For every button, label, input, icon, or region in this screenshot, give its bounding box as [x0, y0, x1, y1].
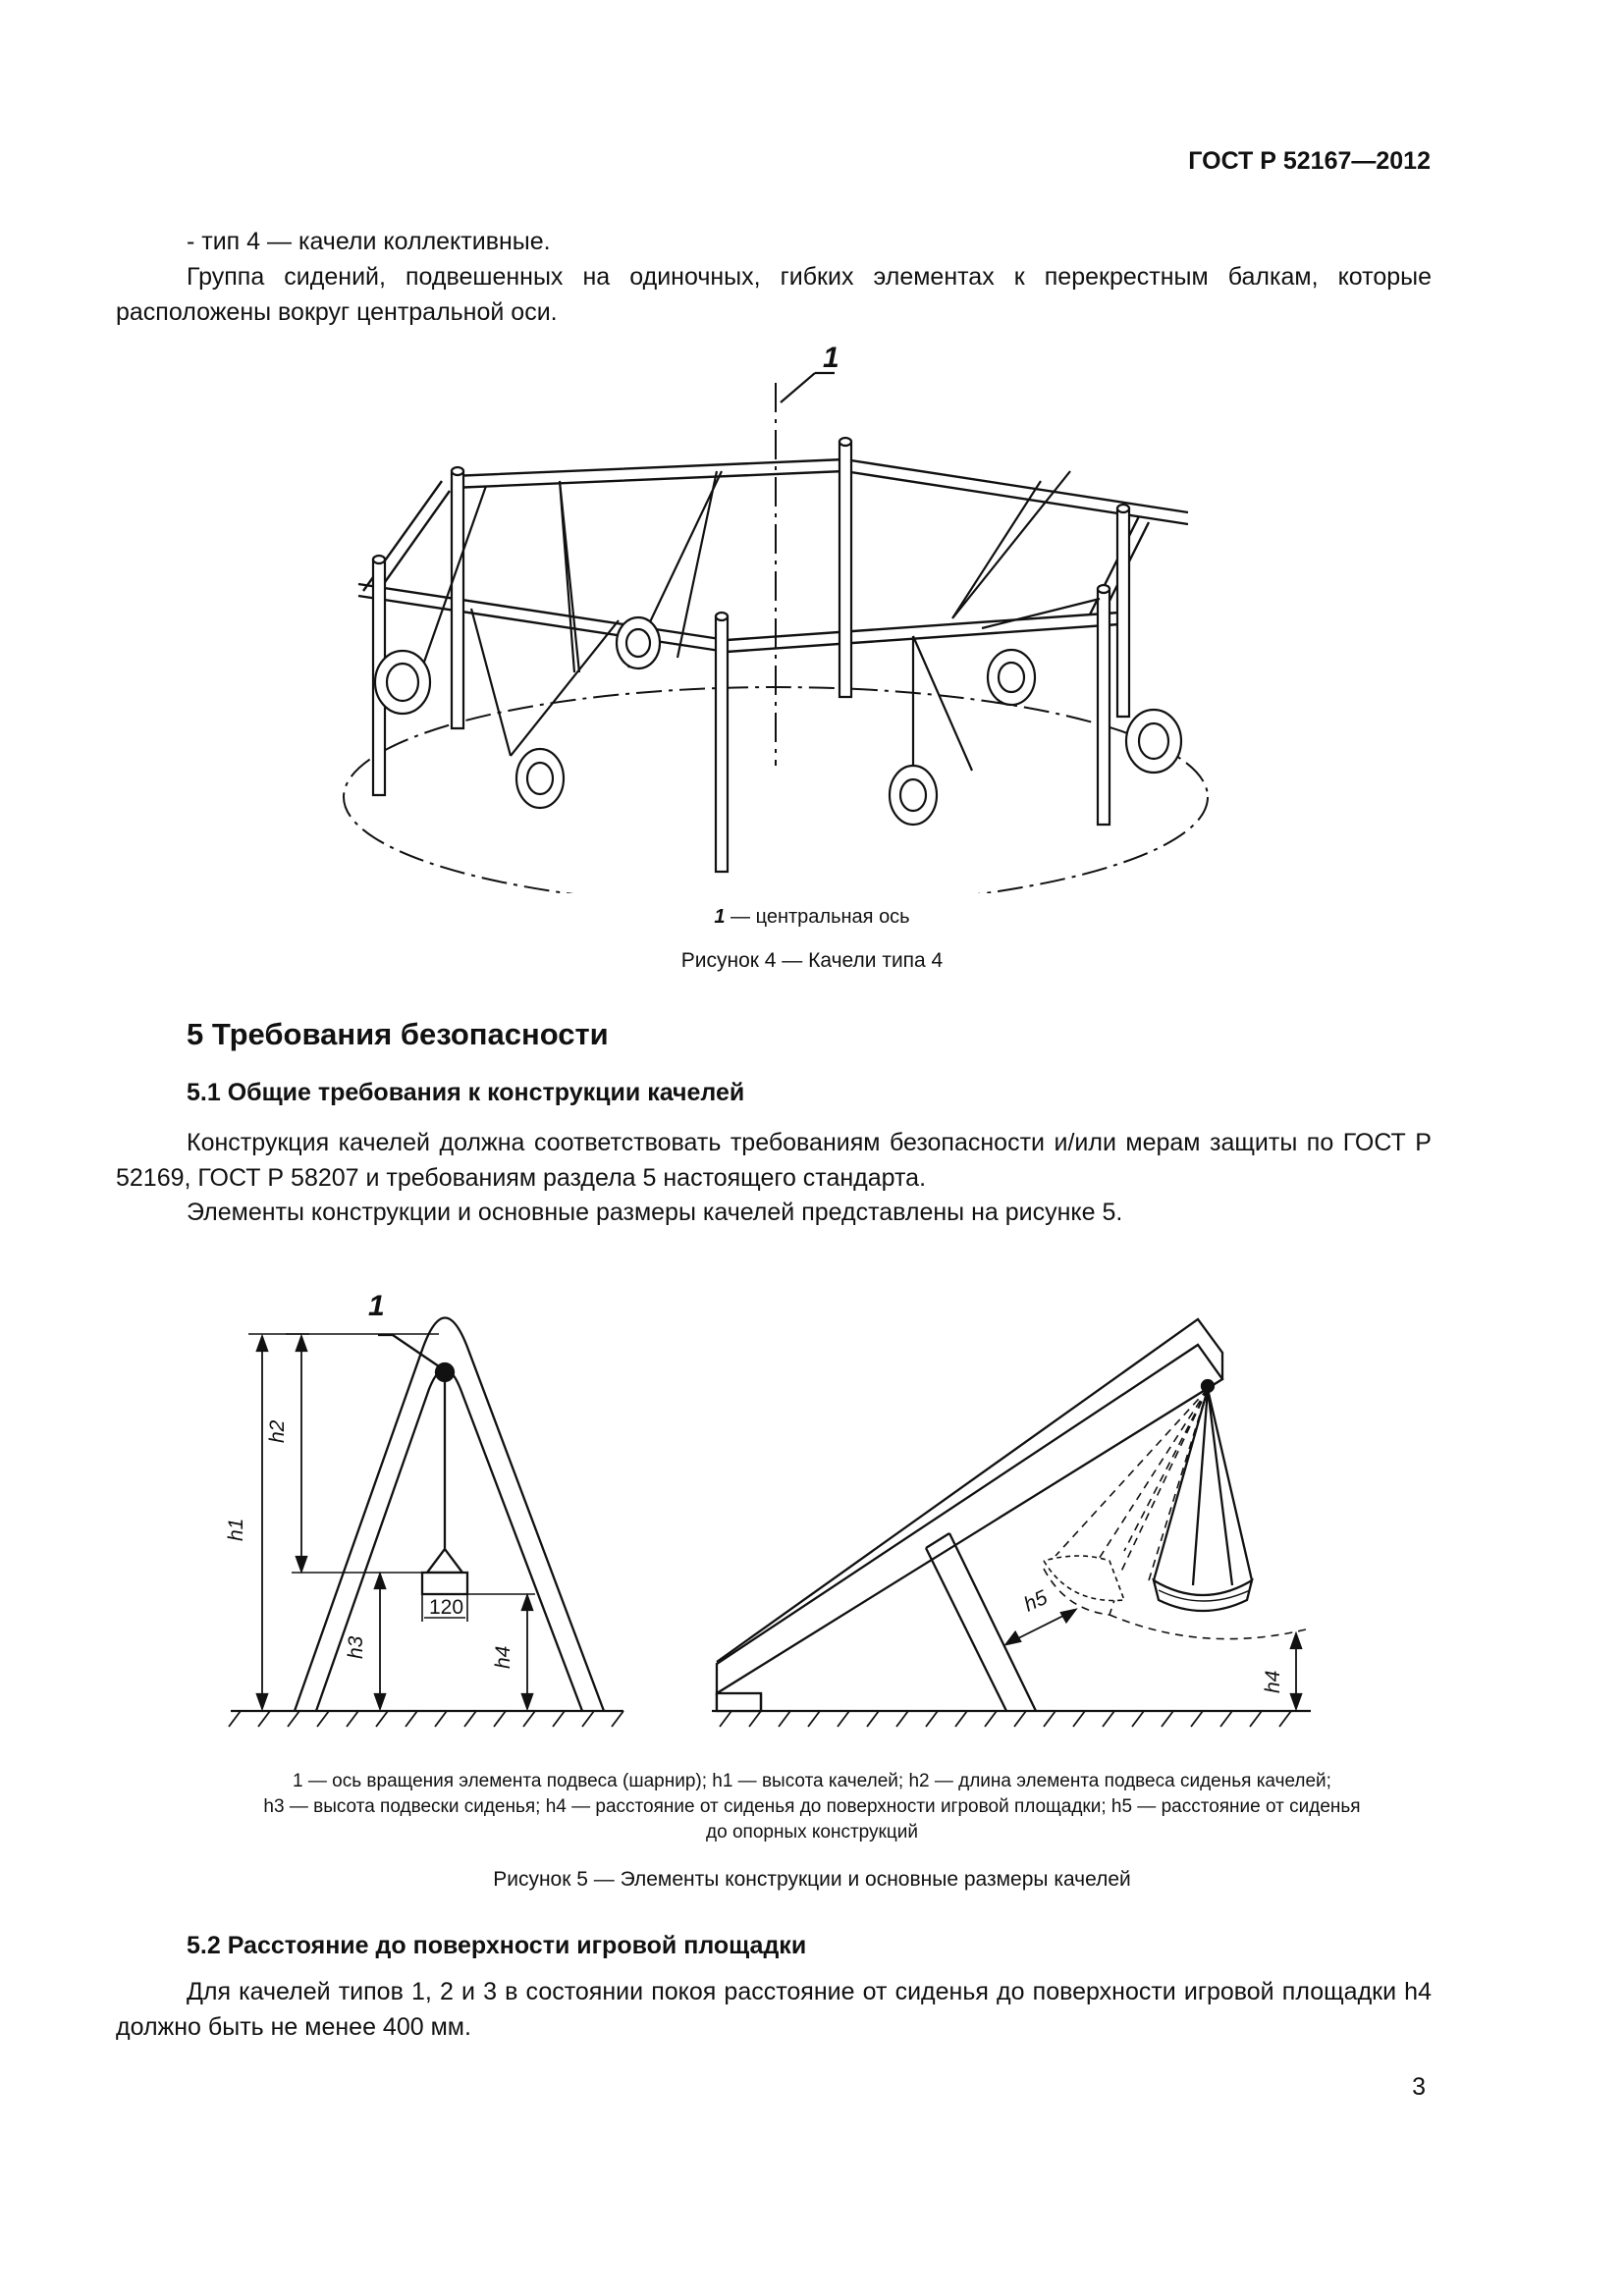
type4-description: Группа сидений, подвешенных на одиночных, гибких элементах к перекрестным балкам, которые расположены вокруг центральной оси. — [116, 263, 1432, 326]
figure4-legend-number: 1 — [714, 906, 726, 928]
figure5-label-h4-right: h4 — [1262, 1670, 1284, 1693]
page-number: 3 — [1412, 2073, 1426, 2101]
figure4-collective-swing-drawing — [334, 344, 1237, 893]
figure5-label-h3: h3 — [345, 1635, 367, 1659]
figure5-legend — [118, 1769, 1506, 1845]
figure5-legend-line1: 1 — ось вращения элемента подвеса (шарнир); h1 — высота качелей; h2 — длина элемента подвеса сиденья качелей; — [293, 1771, 1331, 1791]
figure5-legend-line2: h3 — высота подвески сиденья; h4 — расстояние от сиденья до поверхности игровой площадки; h5 — расстояние от сиденья — [263, 1796, 1361, 1817]
figure4-callout-1: 1 — [823, 344, 839, 374]
section5-heading: 5 Требования безопасности — [187, 1017, 609, 1051]
figure5-label-h2: h2 — [266, 1419, 289, 1443]
section5-1-paragraph1: Конструкция качелей должна соответствовать требованиям безопасности и/или мерам защиты по ГОСТ Р 52169, ГОСТ Р 58207 и требованиям раздела 5 настоящего стандарта. — [116, 1129, 1432, 1192]
figure5-label-120: 120 — [429, 1596, 464, 1619]
section5-2-heading: 5.2 Расстояние до поверхности игровой площадки — [187, 1932, 807, 1959]
figure5-callout-1: 1 — [368, 1290, 385, 1322]
document-header: ГОСТ Р 52167—2012 — [1188, 147, 1431, 175]
figure5-caption: Рисунок 5 — Элементы конструкции и основные размеры качелей — [493, 1868, 1131, 1891]
section5-1-heading: 5.1 Общие требования к конструкции качелей — [187, 1079, 745, 1106]
section5-1-paragraph2: Элементы конструкции и основные размеры качелей представлены на рисунке 5. — [187, 1199, 1123, 1226]
figure4-caption: Рисунок 4 — Качели типа 4 — [680, 949, 944, 972]
section5-2-paragraph: Для качелей типов 1, 2 и 3 в состоянии покоя расстояние от сиденья до поверхности игровой площадки h4 должно быть не менее 400 мм. — [116, 1978, 1432, 2041]
figure4-legend-text: — центральная ось — [725, 906, 910, 928]
figure4-legend — [0, 906, 1624, 929]
figure5-swing-dimensions-drawing — [221, 1256, 1330, 1747]
figure5-label-h4: h4 — [492, 1645, 514, 1669]
figure5-label-h5: h5 — [1020, 1585, 1052, 1617]
figure5-legend-line3: до опорных конструкций — [706, 1822, 918, 1842]
list-item-type4: - тип 4 — качели коллективные. — [187, 228, 551, 255]
figure5-label-h1: h1 — [225, 1518, 247, 1541]
